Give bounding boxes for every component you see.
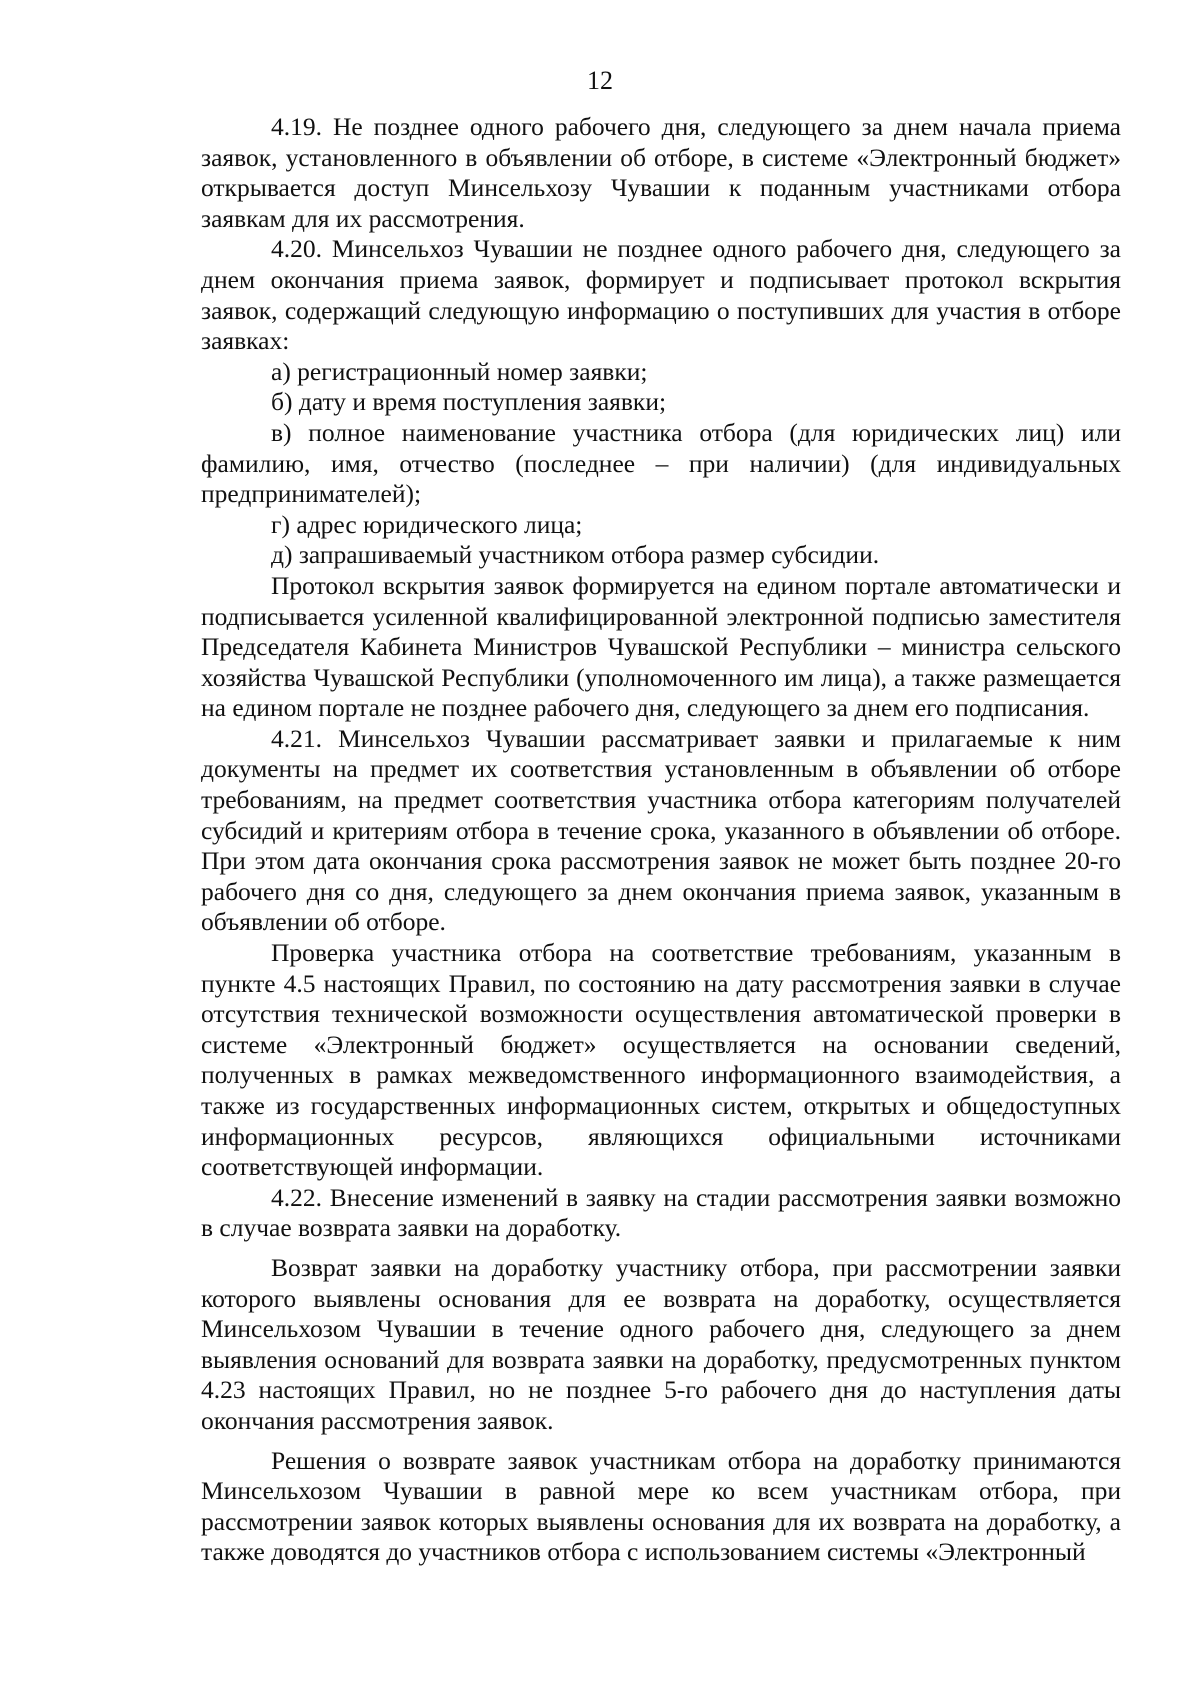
paragraph-4-21: 4.21. Минсельхоз Чувашии рассматривает заявки и прилагаемые к ним документы на предмет их соответствия установленным в объявлении об отборе требованиям, на предмет соответствия участника отбора категориям получателей субсидий и критериям отбора в течение срока, указанного в объявлении об отборе. При этом дата окончания срока рассмотрения заявок не может быть позднее 20-го рабочего дня со дня, следующего за днем окончания приема заявок, указанным в объявлении об отборе.	[201, 723, 1121, 937]
list-item-a: а) регистрационный номер заявки;	[271, 356, 648, 386]
list-item-d: д) запрашиваемый участником отбора размер субсидии.	[271, 540, 880, 570]
document-body	[201, 112, 1121, 1568]
paragraph-return: Возврат заявки на доработку участнику отбора, при рассмотрении заявки которого выявлены основания для ее возврата на доработку, осуществляется Минсельхозом Чувашии в течение одного рабочего дня, следующего за днем выявления оснований для возврата заявки на доработку, предусмотренных пунктом 4.23 настоящих Правил, но не позднее 5-го рабочего дня до наступления даты окончания рассмотрения заявок.	[201, 1252, 1121, 1435]
list-item-v: в) полное наименование участника отбора (для юридических лиц) или фамилию, имя, отчество (последнее – при наличии) (для индивидуальных предпринимателей);	[201, 417, 1121, 509]
paragraph-protocol: Протокол вскрытия заявок формируется на едином портале автоматически и подписывается усиленной квалифицированной электронной подписью заместителя Председателя Кабинета Министров Чувашской Республики – министра сельского хозяйства Чувашской Республики (уполномоченного им лица), а также размещается на едином портале не позднее рабочего дня, следующего за днем его подписания.	[201, 570, 1121, 723]
list-item-g: г) адрес юридического лица;	[271, 509, 583, 539]
paragraph-verification: Проверка участника отбора на соответствие требованиям, указанным в пункте 4.5 настоящих Правил, по состоянию на дату рассмотрения заявки в случае отсутствия технической возможности осуществления автоматической проверки в системе «Электронный бюджет» осуществляется на основании сведений, полученных в рамках межведомственного информационного взаимодействия, а также из государственных информационных систем, открытых и общедоступных информационных ресурсов, являющихся официальными источниками соответствующей информации.	[201, 938, 1121, 1182]
page-number: 12	[587, 66, 613, 95]
paragraph-4-19: 4.19. Не позднее одного рабочего дня, следующего за днем начала приема заявок, установленного в объявлении об отборе, в системе «Электронный бюджет» открывается доступ Минсельхозу Чувашии к поданным участниками отбора заявкам для их рассмотрения.	[201, 112, 1121, 233]
list-item-b: б) дату и время поступления заявки;	[271, 387, 667, 417]
paragraph-decisions: Решения о возврате заявок участникам отбора на доработку принимаются Минсельхозом Чувашии в равной мере ко всем участникам отбора, при рассмотрении заявок которых выявлены основания для их возврата на доработку, а также доводятся до участников отбора с использованием системы «Электронный	[201, 1445, 1121, 1567]
paragraph-4-22: 4.22. Внесение изменений в заявку на стадии рассмотрения заявки возможно в случае возврата заявки на доработку.	[201, 1182, 1121, 1243]
paragraph-4-20: 4.20. Минсельхоз Чувашии не позднее одного рабочего дня, следующего за днем окончания приема заявок, формирует и подписывает протокол вскрытия заявок, содержащий следующую информацию о поступивших для участия в отборе заявках:	[201, 234, 1121, 356]
